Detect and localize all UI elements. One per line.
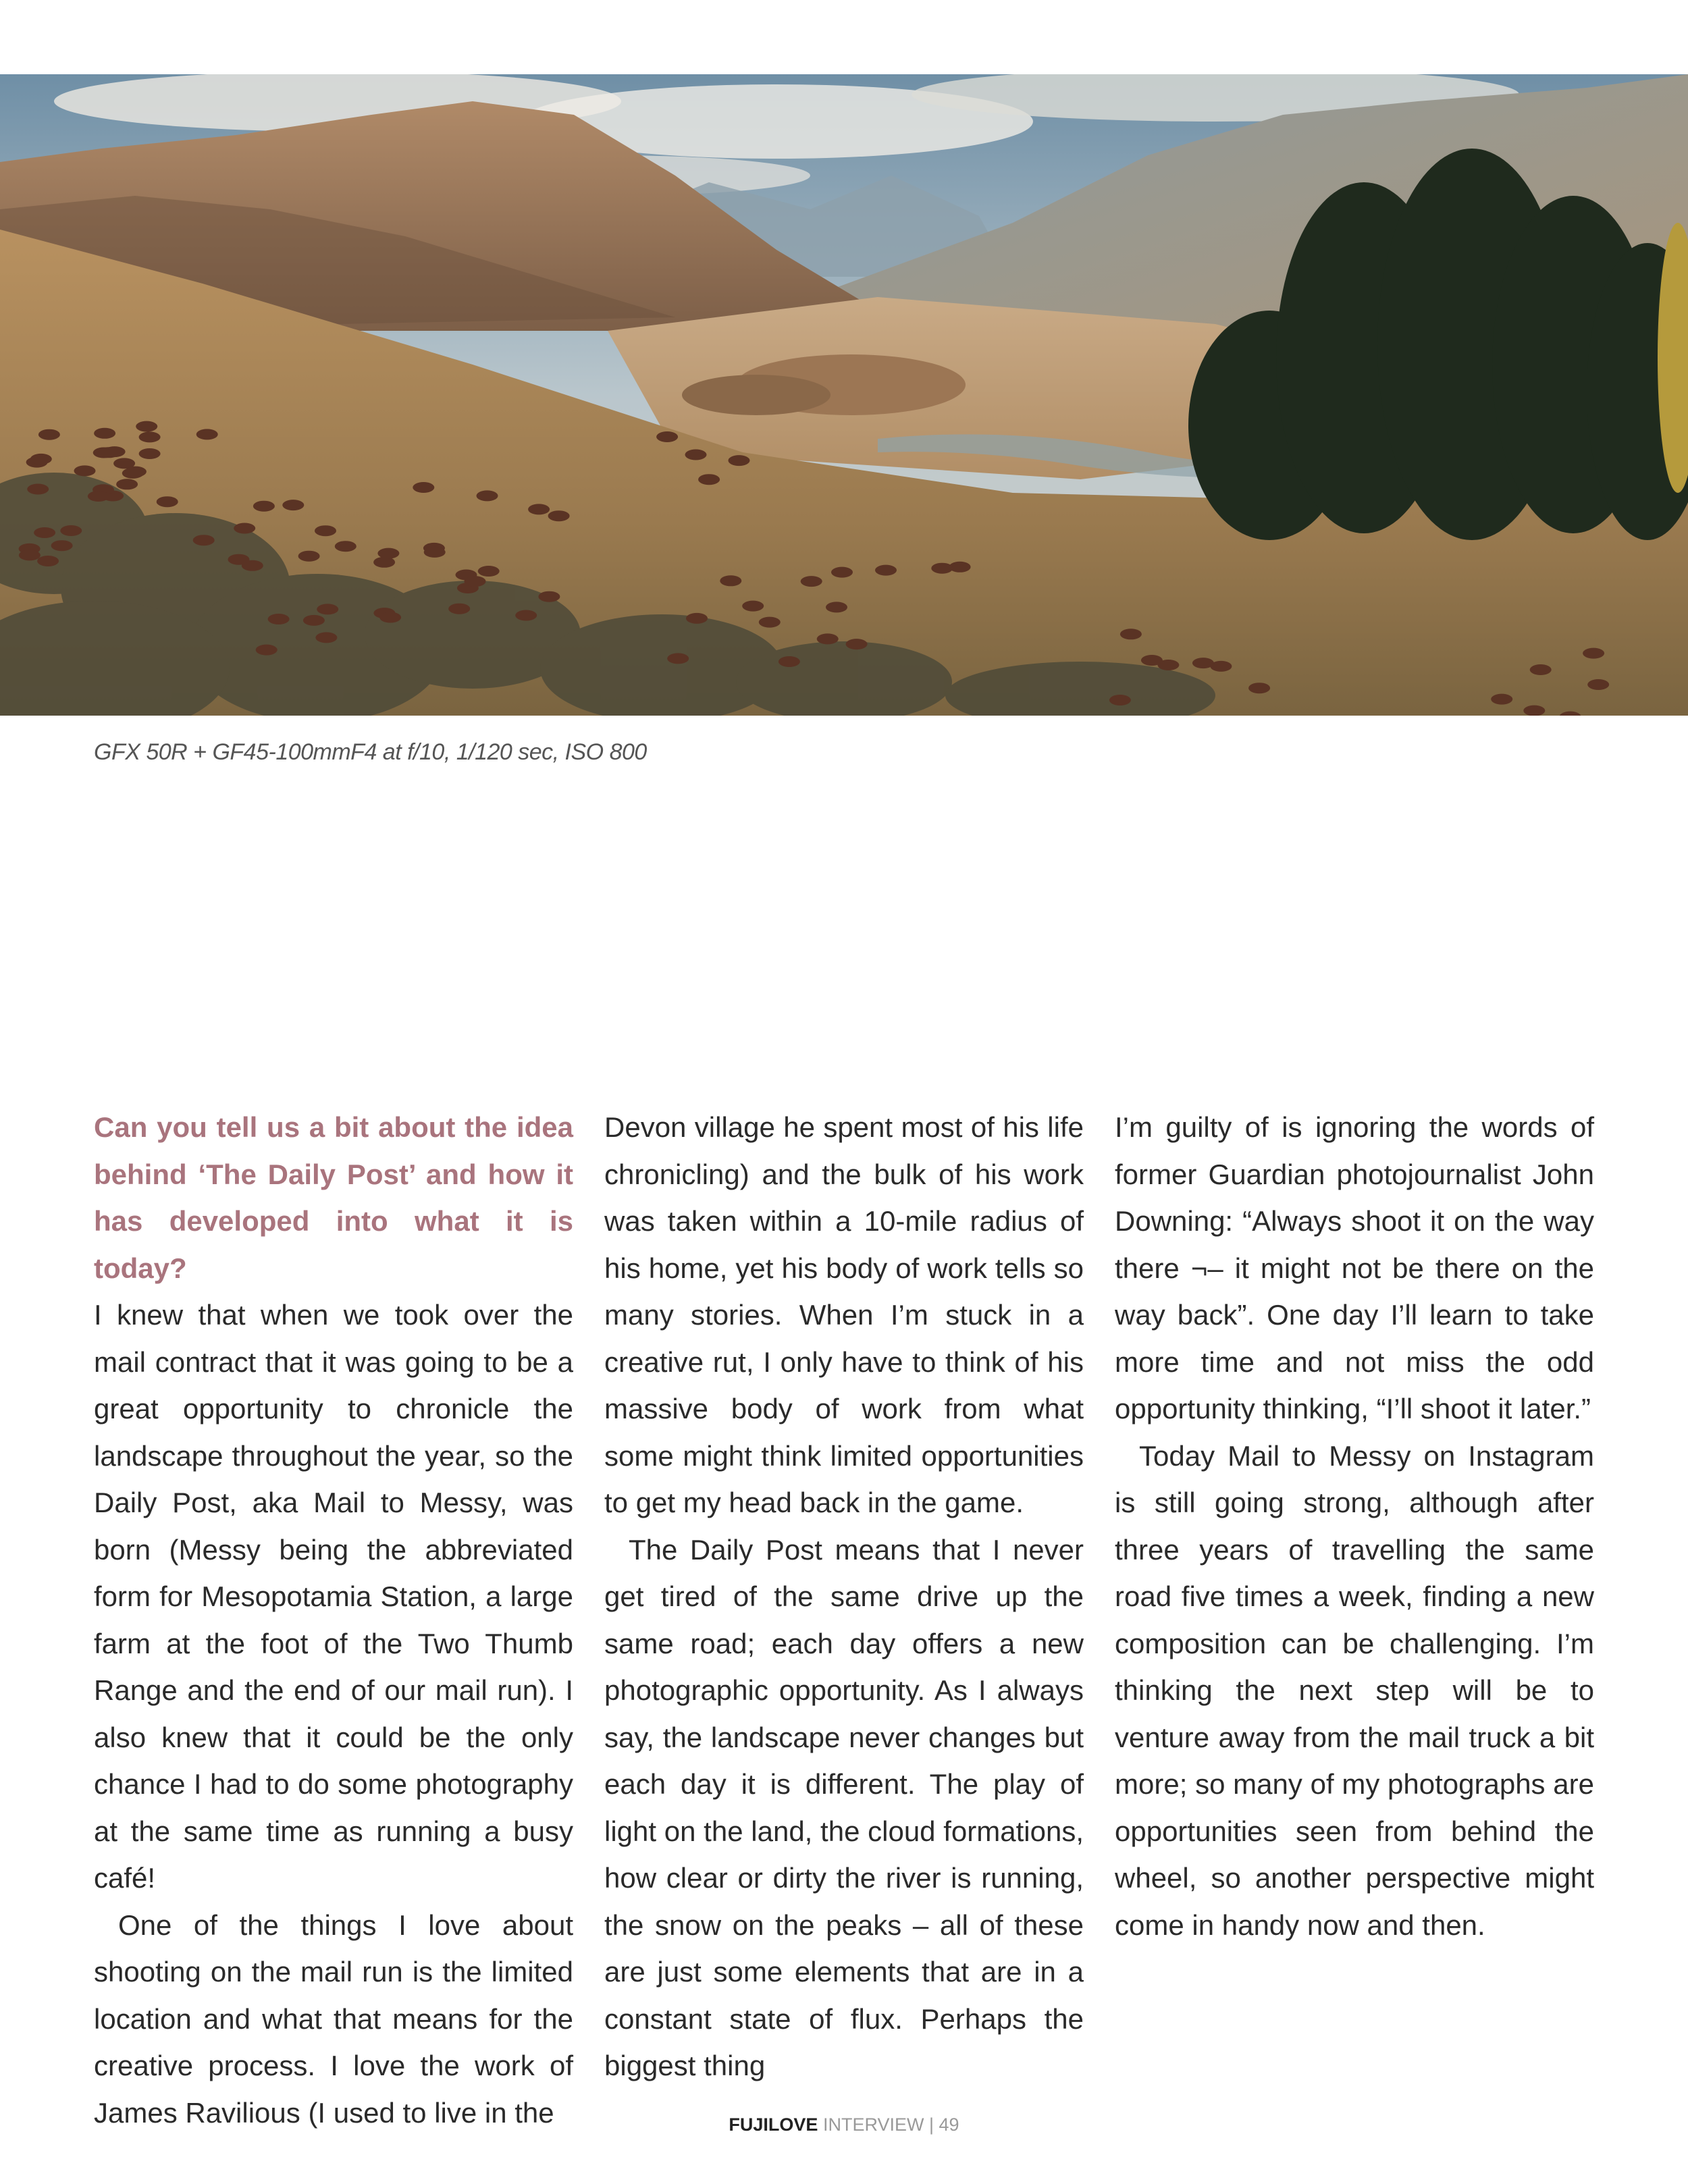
deer (742, 601, 764, 612)
deer (335, 541, 357, 552)
deer (826, 602, 847, 612)
deer (303, 615, 325, 626)
deer (515, 610, 537, 621)
answer-paragraph-continued: Devon village he spent most of his life chronicling) and the bulk of his work was taken within a 10-mile radius of his home, yet his body of work tells so many stories. When I’m stuck in a creative rut, I only have to think of his massive body of work from what some might think limited opportunities to get my head back in the game. (604, 1111, 1084, 1518)
deer (817, 633, 839, 644)
page-footer (0, 2114, 1688, 2135)
deer (478, 566, 500, 577)
deer (465, 576, 486, 587)
deer (720, 575, 741, 586)
deer (1583, 648, 1604, 659)
deer (315, 632, 337, 643)
deer (196, 429, 218, 440)
deer (37, 556, 59, 566)
article-column-2 (604, 1104, 1084, 2089)
deer (686, 613, 708, 624)
footer-section: INTERVIEW (822, 2114, 924, 2135)
deer (88, 491, 109, 502)
deer (253, 501, 275, 512)
footer-separator: | (929, 2114, 934, 2135)
deer (698, 474, 720, 485)
answer-paragraph-continued: I’m guilty of is ignoring the words of former Guardian photojournalist John Downing: “Always shoot it on the way there ¬– it might not be there on the way back”. One day I’ll learn to take more time and not miss the odd opportunity thinking, “I’ll shoot it later.” (1115, 1111, 1594, 1424)
deer (98, 447, 120, 458)
deer (139, 431, 161, 442)
deer (1141, 655, 1163, 666)
deer (1210, 661, 1232, 672)
interview-question: Can you tell us a bit about the idea behind ‘The Daily Post’ and how it has developed into what it is today? (94, 1111, 573, 1284)
deer (685, 450, 707, 460)
answer-paragraph: Today Mail to Messy on Instagram is still going strong, although after three years of travelling the same road five times a week, finding a new composition can be challenging. I’m thinking the next step will be to venture away from the mail truck a bit more; so many of my photographs are opportunities seen from behind the wheel, so another perspective might come in handy now and then. (1115, 1439, 1594, 1941)
deer (379, 612, 401, 623)
deer (875, 565, 897, 576)
deer (377, 548, 399, 559)
deer (74, 465, 96, 476)
deer (548, 510, 570, 521)
answer-paragraph: One of the things I love about shooting on the mail run is the limited location and what that means for the creative process. I love the work of James Ravilious (I used to live in the (94, 1909, 573, 2129)
deer (256, 645, 278, 656)
deer (667, 653, 689, 664)
deer (228, 554, 250, 565)
deer (38, 429, 60, 440)
deer (51, 540, 73, 551)
deer (298, 551, 320, 562)
deer (315, 525, 336, 536)
deer (1530, 664, 1552, 675)
article-column-3 (1115, 1104, 1594, 1948)
answer-paragraph: I knew that when we took over the mail contract that it was going to be a great opportunity to chronicle the landscape throughout the year, so the Daily Post, aka Mail to Messy, was born (Messy being the abbreviated form for Mesopotamia Station, a large farm at the foot of the Two Thumb Range and the end of our mail run). I also knew that it could be the only chance I had to do some photography at the same time as running a busy café! (94, 1299, 573, 1894)
deer (136, 421, 157, 432)
answer-paragraph: The Daily Post means that I never get tired of the same drive up the same road; each day offers a new photographic opportunity. As I always say, the landscape never changes but each day it is different. The play of light on the land, the cloud formations, how clear or dirty the river is running, the snow on the peaks – all of these are just some elements that are in a constant state of flux. Perhaps the biggest thing (604, 1533, 1084, 2081)
deer (779, 656, 800, 667)
deer (413, 482, 434, 493)
deer (759, 617, 781, 628)
footer-page-number: 49 (939, 2114, 959, 2135)
deer (1120, 629, 1142, 639)
deer (317, 604, 338, 614)
small-hill (682, 375, 830, 415)
deer (125, 467, 147, 477)
deer (19, 550, 41, 560)
deer (656, 431, 678, 442)
landscape-photo (0, 74, 1688, 716)
deer (60, 525, 82, 536)
deer (94, 428, 115, 439)
deer (846, 639, 868, 649)
deer (528, 504, 550, 514)
deer (424, 547, 446, 558)
deer (193, 535, 215, 545)
footer-brand: FUJILOVE (729, 2114, 818, 2135)
deer (477, 490, 498, 501)
deer (448, 604, 470, 614)
deer (139, 448, 161, 459)
photo-caption: GFX 50R + GF45-100mmF4 at f/10, 1/120 sec, ISO 800 (94, 739, 647, 765)
deer (268, 614, 290, 624)
deer (1248, 683, 1270, 693)
deer (30, 454, 52, 464)
deer (234, 523, 255, 534)
article-column-1 (94, 1104, 573, 2136)
deer (116, 479, 138, 489)
deer (34, 527, 55, 538)
deer (1587, 679, 1609, 690)
deer (1491, 694, 1512, 705)
deer (1523, 705, 1545, 716)
deer (27, 484, 49, 495)
deer (729, 455, 750, 466)
deer (1109, 695, 1131, 705)
deer (157, 496, 178, 507)
deer (831, 567, 853, 578)
deer (931, 563, 953, 574)
deer (538, 591, 560, 602)
deer (282, 500, 304, 510)
deer (801, 576, 822, 587)
